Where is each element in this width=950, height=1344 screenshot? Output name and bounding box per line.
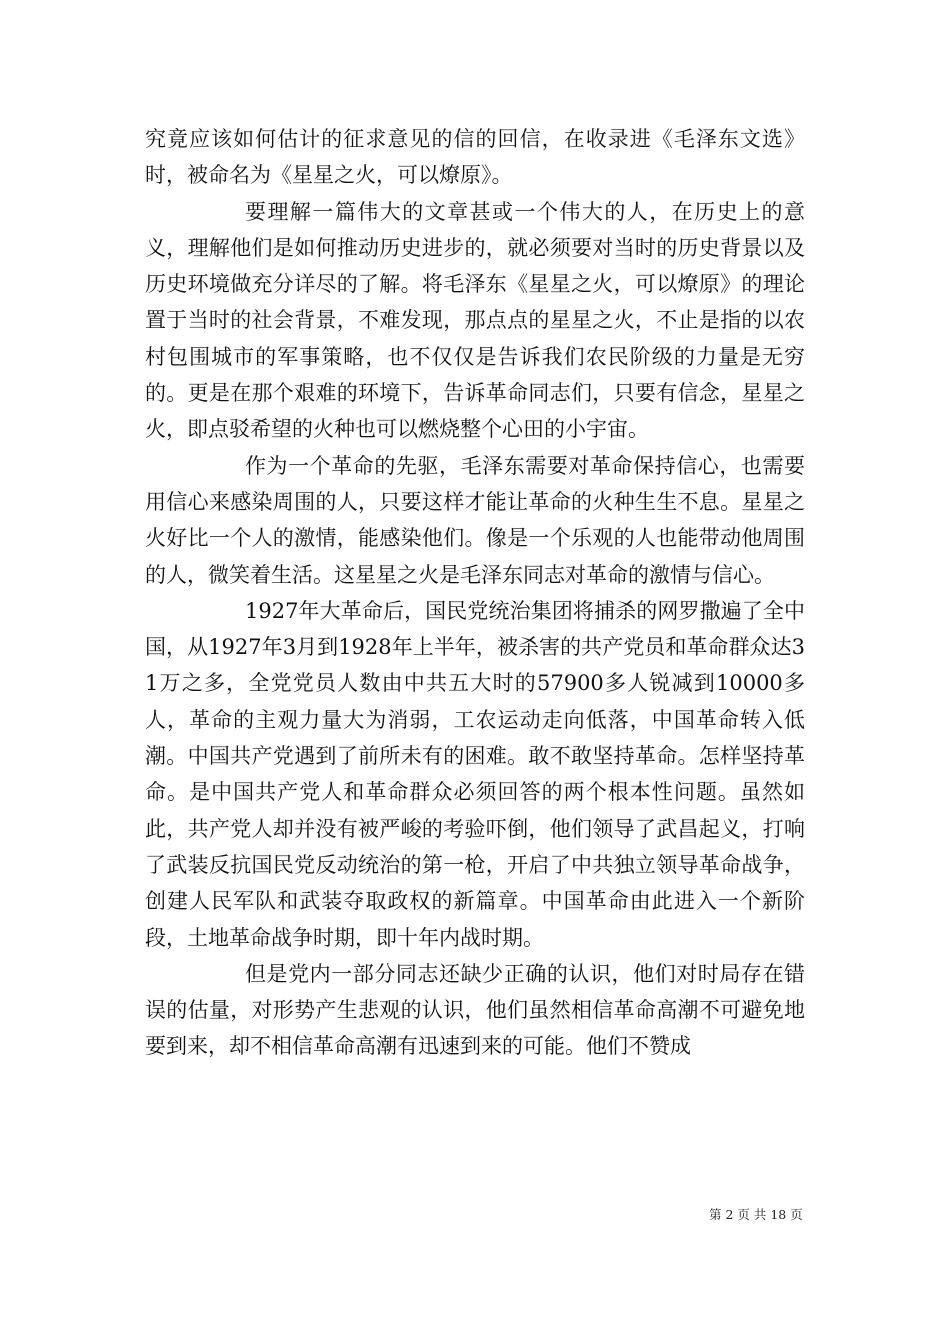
paragraph-4: 1927年大革命后，国民党统治集团将捕杀的网罗撒遍了全中国，从1927年3月到1928年上半年，被杀害的共产党员和革命群众达31万之多，全党党员人数由中共五大时的57900多人锐减到10000多人，革命的主观力量大为消弱，工农运动走向低落，中国革命转入低潮。中国共产党遇到了前所未有的困难。敢不敢坚持革命。怎样坚持革命。是中国共产党人和革命群众必须回答的两个根本性问题。虽然如此，共产党人却并没有被严峻的考验吓倒，他们领导了武昌起义，打响了武装反抗国民党反动统治的第一枪，开启了中共独立领导革命战争，创建人民军队和武装夺取政权的新篇章。中国革命由此进入一个新阶段，土地革命战争时期，即十年内战时期。 <box>145 598 805 950</box>
paragraph-1: 究竟应该如何估计的征求意见的信的回信，在收录进《毛泽东文选》时，被命名为《星星之火，可以燎原》。 <box>145 127 805 188</box>
document-body <box>145 121 805 1065</box>
paragraph-5: 但是党内一部分同志还缺少正确的认识，他们对时局存在错误的估量，对形势产生悲观的认识，他们虽然相信革命高潮不可避免地要到来，却不相信革命高潮有迅速到来的可能。他们不赞成 <box>145 961 805 1059</box>
page-number-footer: 第 2 页 共 18 页 <box>709 1207 803 1222</box>
paragraph-3: 作为一个革命的先驱，毛泽东需要对革命保持信心，也需要用信心来感染周围的人，只要这样才能让革命的火种生生不息。星星之火好比一个人的激情，能感染他们。像是一个乐观的人也能带动他周围的人，微笑着生活。这星星之火是毛泽东同志对革命的激情与信心。 <box>145 453 805 587</box>
paragraph-2: 要理解一篇伟大的文章甚或一个伟大的人，在历史上的意义，理解他们是如何推动历史进步的，就必须要对当时的历史背景以及历史环境做充分详尽的了解。将毛泽东《星星之火，可以燎原》的理论置于当时的社会背景，不难发现，那点点的星星之火，不止是指的以农村包围城市的军事策略，也不仅仅是告诉我们农民阶级的力量是无穷的。更是在那个艰难的环境下，告诉革命同志们，只要有信念，星星之火，即点驳希望的火种也可以燃烧整个心田的小宇宙。 <box>145 199 805 442</box>
